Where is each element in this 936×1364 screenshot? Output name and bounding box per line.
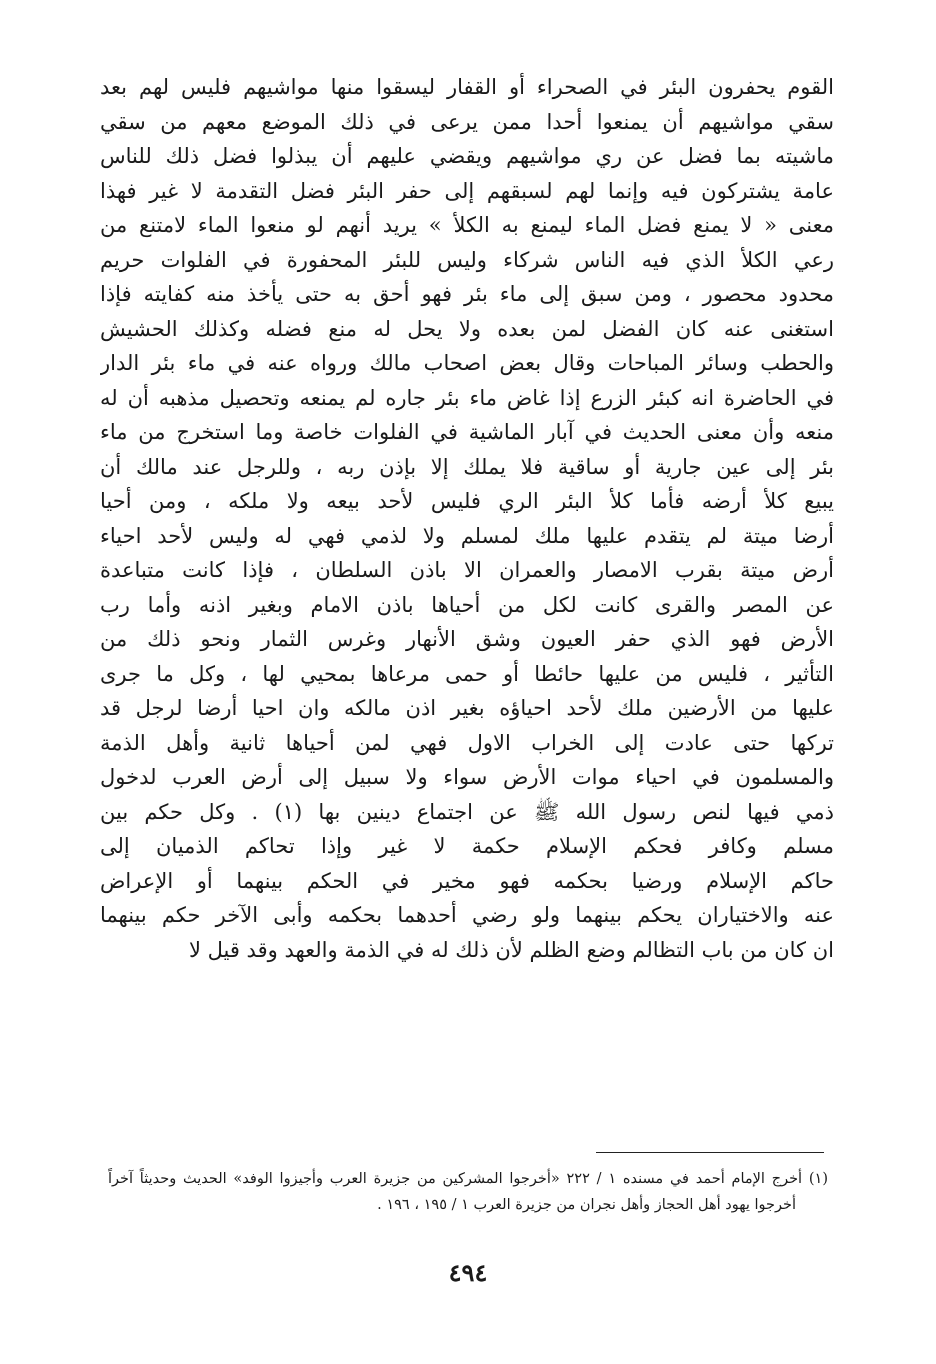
text-line: أرضا ميتة لم يتقدم عليها ملك لمسلم ولا لذمي فهي له وليس لأحد احياء [100, 523, 834, 548]
text-line: محدود محصور ، ومن سبق إلى ماء بئر فهو أحق به حتى يأخذ منه كفايته فإذا [100, 282, 834, 306]
text-line: مسلم وكافر فحكم الإسلام حكمة لا غير وإذا تحاكم الذميان إلى [100, 834, 834, 858]
text-line: يبيع كلأ أرضه فأما كلأ البئر الري فليس لأحد بيعه ولا ملكه ، ومن أحيا [100, 489, 834, 513]
text-line: ذمي فيها لنص رسول الله ﷺ عن اجتماع دينين بها (١) . وكل حكم بين [100, 799, 834, 824]
text-line: والمسلمون في احياء موات الأرض سواء ولا سبيل إلى أرض العرب لدخول [100, 765, 834, 789]
text-line: عنه والاختياران يحكم بينهما ولو رضي أحدهما بحكمه وأبى الآخر حكم بينهما [100, 903, 834, 927]
text-line: ان كان من باب التظالم وضع الظلم لأن ذلك له في الذمة والعهد وقد قيل لا [188, 937, 834, 962]
text-line: رعي الكلأ الذي فيه الناس شركاء وليس للبئر المحفورة في الفلوات حريم [100, 247, 834, 272]
footnote-line: أخرجوا يهود أهل الحجاز وأهل نجران من جزيرة العرب ١ / ١٩٥ ، ١٩٦ . [377, 1197, 796, 1213]
text-line: ماشيته بما فضل عن ري مواشيهم ويقضي عليهم أن يبذلوا فضل ذلك للناس [100, 144, 834, 168]
text-line: عليها من الأرضين ملك لأحد احياؤه بغير اذن مالكه وان احيا أرضا لرجل قد [100, 696, 834, 720]
text-line: عامة يشتركون فيه وإنما لهم لسبقهم إلى حفر البئر فضل التقدمة لا غير فهذا [100, 178, 834, 203]
text-line: أرض ميتة بقرب الامصار والعمران الا باذن السلطان ، فإذا كانت متباعدة [100, 558, 834, 582]
text-line: بئر إلى عين جارية أو ساقية فلا يملك إلا بإذن ربه ، وللرجل عند مالك أن [100, 454, 834, 479]
footnote-divider [596, 1152, 824, 1153]
text-line: في الحاضرة انه كبئر الزرع إذا غاض ماء بئر جاره لم يمنعه وتحصيل مذهبه أن له [100, 385, 834, 410]
text-line: استغنى عنه كان الفضل لمن بعده ولا يحل له منع فضله وكذلك الحشيش [100, 316, 834, 341]
text-line: منعه وأن معنى الحديث في آبار الماشية في الفلوات خاصة وما استخرج من ماء [100, 420, 834, 444]
text-line: القوم يحفرون البئر في الصحراء أو القفار ليسقوا منها مواشيهم فليس لهم بعد [100, 75, 834, 99]
text-line: والحطب وسائر المباحات وقال بعض اصحاب مالك ورواه عنه في ماء بئر الدار [100, 351, 834, 375]
text-line: الأرض فهو الذي حفر العيون وشق الأنهار وغرس الثمار ونحو ذلك من [100, 627, 834, 651]
footnote-line: (١) أخرج الإمام أحمد في مسنده ١ / ٢٢٢ «أخرجوا المشركين من جزيرة العرب وأجيزوا الوفد» الحديث وحديثاً آخراً [108, 1171, 828, 1187]
text-line: معنى « لا يمنع فضل الماء ليمنع به الكلأ » يريد أنهم لو منعوا الماء لامتنع من [100, 213, 834, 237]
body-text [100, 70, 834, 967]
text-line: تركها حتى عادت إلى الخراب الاول فهي لمن أحياها ثانية وأهل الذمة [100, 730, 834, 755]
page-number: ٤٩٤ [448, 1258, 488, 1287]
footnotes [108, 1166, 828, 1218]
text-line: سقي مواشيهم أن يمنعوا أحدا ممن يرعى في ذلك الموضع معهم من سقي [100, 109, 834, 134]
text-line: التأثير ، فليس من عليها حائطا أو حمى مرعاها بمحيي لها ، وكل ما جرى [100, 661, 834, 686]
text-line: عن المصر والقرى كانت لكل من أحياها باذن الامام وبغير اذنه وأما رب [100, 592, 834, 617]
text-line: حاكم الإسلام ورضيا بحكمه فهو مخير في الحكم بينهما أو الإعراض [100, 868, 834, 893]
